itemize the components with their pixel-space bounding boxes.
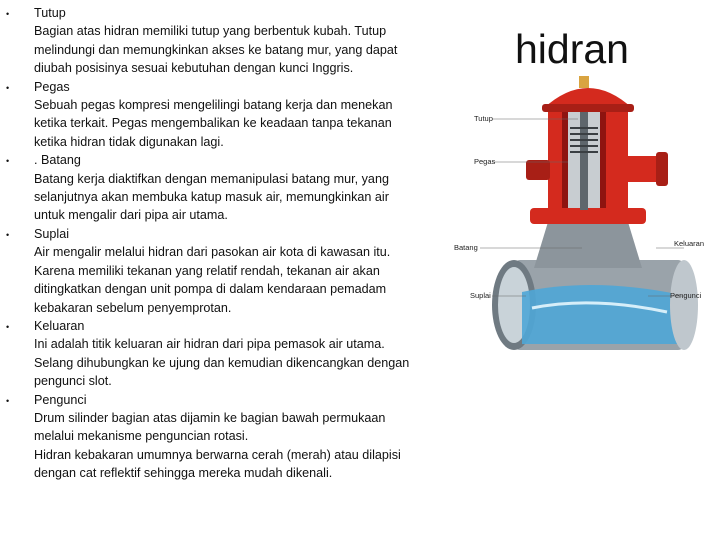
bullet: • <box>6 9 10 19</box>
list-item <box>6 225 456 317</box>
supply-pipe <box>492 260 698 350</box>
closing-text: Hidran kebakaran umumnya berwarna cerah (merah) atau dilapisi dengan cat reflektif sehingga mereka mudah dikenali. <box>34 447 401 481</box>
dome-cap <box>542 76 634 112</box>
item-body: Drum silinder bagian atas dijamin ke bagian bawah permukaan melalui mekanisme penguncian rotasi. <box>34 410 386 444</box>
item-heading: . Batang <box>34 153 81 168</box>
bullet: • <box>6 321 10 332</box>
item-body: Sebuah pegas kompresi mengelilingi batang kerja dan menekan ketika terkait. Pegas mengembalikan ke keadaan tanpa tekanan ketika hidran tidak digunakan lagi. <box>34 98 393 149</box>
label-tutup: Tutup <box>474 114 493 123</box>
left-outlet <box>526 160 550 180</box>
label-pegas: Pegas <box>474 157 496 166</box>
list-item <box>6 4 456 78</box>
list-item <box>6 78 456 152</box>
item-body: Air mengalir melalui hidran dari pasokan air kota di kawasan itu. Karena memiliki tekanan yang relatif rendah, tekanan air akan ditingkatkan dengan unit pompa di dalam kendaraan pemadam kebakaran sebelum penyemprotan. <box>34 245 391 315</box>
label-pengunci: Pengunci <box>670 291 702 300</box>
label-suplai: Suplai <box>470 291 491 300</box>
bullet: • <box>6 395 10 406</box>
item-heading: Suplai <box>34 226 70 241</box>
list-item <box>6 391 456 446</box>
item-heading: Pengunci <box>34 392 87 407</box>
item-body: Batang kerja diaktifkan dengan memanipulasi batang mur, yang selanjutnya akan membuka katup masuk air, memungkinkan air untuk mengalir dari pipa air utama. <box>34 171 389 223</box>
item-body: Bagian atas hidran memiliki tutup yang berbentuk kubah. Tutup melindungi dan memungkinkan akses ke batang mur, yang dapat diubah posisinya sesuai kebutuhan dengan kunci Inggris. <box>34 24 398 76</box>
bullet: • <box>6 82 10 93</box>
item-body: Ini adalah titik keluaran air hidran dari pipa pemasok air utama. Selang dihubungkan ke ujung dan kemudian dikencangkan dengan pengunci slot. <box>34 337 410 389</box>
page-title: hidran <box>515 26 629 72</box>
item-heading: Pegas <box>34 79 70 94</box>
text-column <box>6 4 456 483</box>
list-item <box>6 151 456 225</box>
side-outlet <box>620 152 668 186</box>
label-batang: Batang <box>454 243 478 252</box>
hydrant-diagram <box>452 72 712 372</box>
lower-body <box>534 222 642 268</box>
hydrant-barrel <box>548 102 628 212</box>
list-item <box>6 317 456 391</box>
label-keluaran: Keluaran <box>674 239 705 248</box>
item-heading: Tutup <box>34 6 66 20</box>
bullet: • <box>6 156 10 167</box>
item-heading: Keluaran <box>34 318 85 333</box>
bullet: • <box>6 229 10 240</box>
